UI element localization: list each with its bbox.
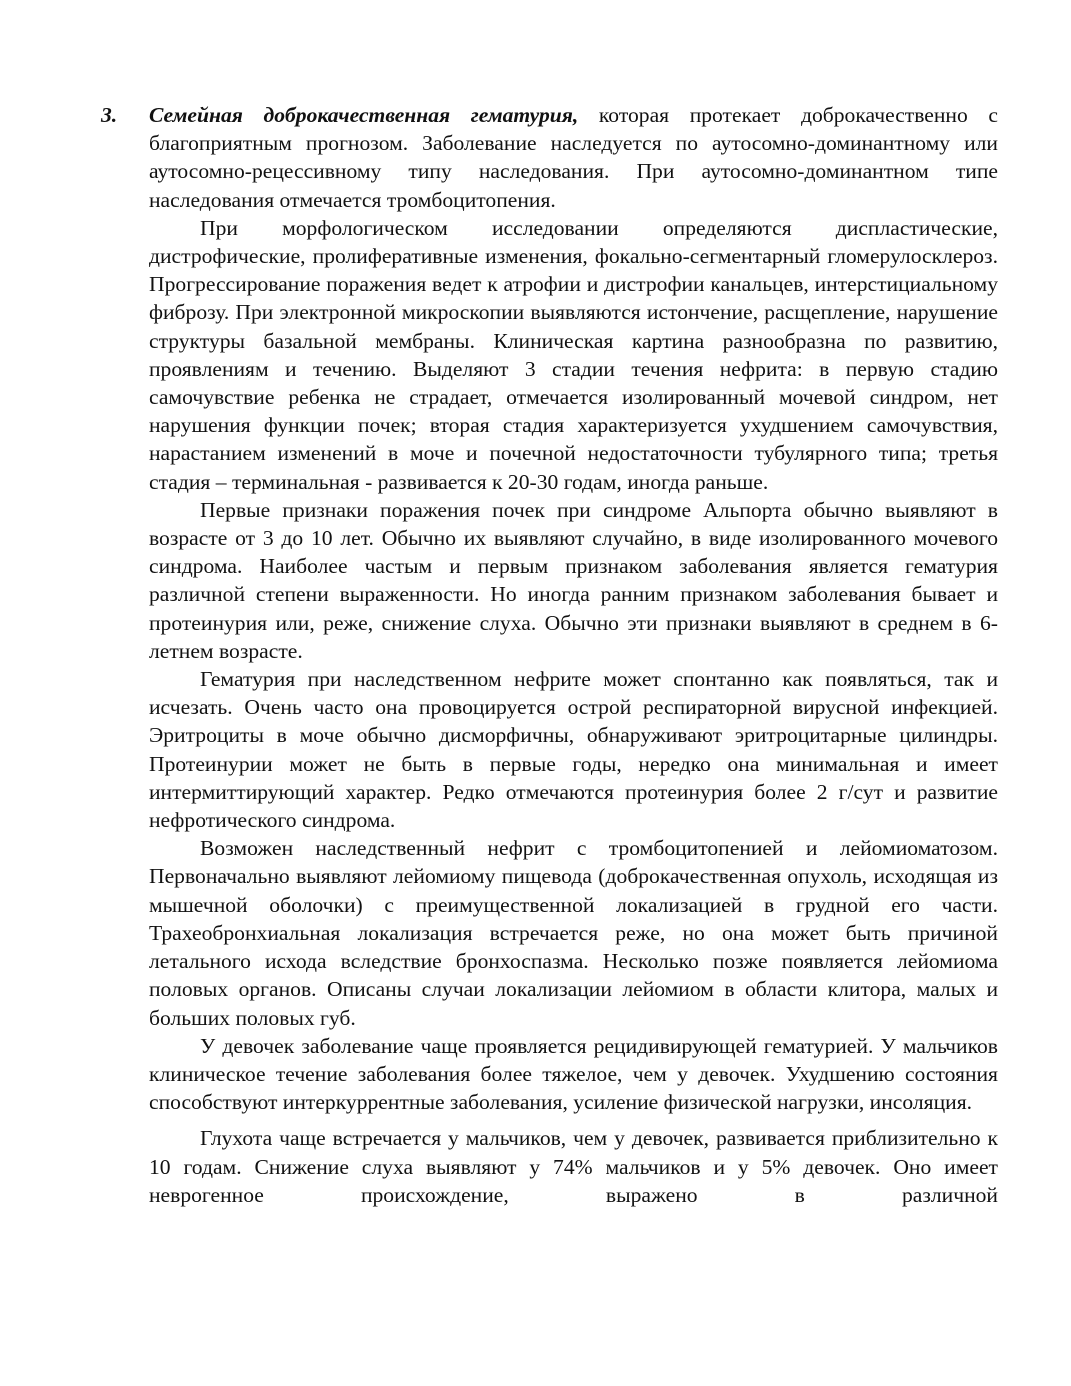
paragraph-hematuria: Гематурия при наследственном нефрите может спонтанно как появляться, так и исчезать. Очень часто она провоцируется острой респираторной вирусной инфекцией. Эритроциты в моче обычно дисморфичны, обнаруживают эритроцитарные цилиндры. Протеинурии может не быть в первые годы, нередко она минимальная и имеет интермиттирующий характер. Редко отмечаются протеинурия более 2 г/сут и развитие нефротического синдрома. (149, 667, 998, 833)
paragraph-morphology: При морфологическом исследовании определяются диспластические, дистрофические, пролиферативные изменения, фокально-сегментарный гломерулосклероз. Прогрессирование поражения ведет к атрофии и дистрофии канальцев, интерстициальному фиброзу. При электронной микроскопии выявляются истончение, расщепление, нарушение структуры базальной мембраны. Клиническая картина разнообразна по развитию, проявлениям и течению. Выделяют 3 стадии течения нефрита: в первую стадию самочувствие ребенка не страдает, отмечается изолированный мочевой синдром, нет нарушения функции почек; вторая стадия характеризуется ухудшением самочувствия, нарастанием изменений в моче и почечной недостаточности тубулярного типа; третья стадия – терминальная - развивается к 20-30 годам, иногда раньше. (149, 215, 998, 494)
list-item-3 (101, 101, 998, 214)
list-item-number: 3. (101, 103, 118, 127)
paragraph-first-signs: Первые признаки поражения почек при синдроме Альпорта обычно выявляют в возрасте от 3 до 10 лет. Обычно их выявляют случайно, в виде изолированного мочевого синдрома. Наиболее частым и первым признаком заболевания является гематурия различной степени выраженности. Но иногда ранним признаком заболевания бывает и протеинурия или, реже, снижение слуха. Обычно эти признаки выявляют в среднем в 6-летнем возрасте. (149, 497, 998, 663)
paragraph-leiomyomatosis: Возможен наследственный нефрит с тромбоцитопенией и лейомиоматозом. Первоначально выявляют лейомиому пищевода (доброкачественная опухоль, исходящая из мышечной оболочки) с преимущественной локализацией в грудной его части. Трахеобронхиальная локализация встречается реже, но она может быть причиной летального исхода вследствие бронхоспазма. Несколько позже появляется лейомиома половых органов. Описаны случаи локализации лейомиом в области клитора, малых и больших половых губ. (149, 836, 998, 1030)
paragraph-deafness: Глухота чаще встречается у мальчиков, чем у девочек, развивается приблизительно к 10 годам. Снижение слуха выявляют у 74% мальчиков и у 5% девочек. Оно имеет неврогенное происхождение, выражено в различной (149, 1126, 998, 1207)
list-item-text: которая протекает доброкачественно с благоприятным прогнозом. Заболевание наследуется по аутосомно-доминантному или аутосомно-рецессивному типу наследования. При аутосомно-доминантном типе наследования отмечается тромбоцитопения. (149, 103, 998, 212)
document-page (101, 101, 998, 1209)
paragraph-girls-boys: У девочек заболевание чаще проявляется рецидивирующей гематурией. У мальчиков клиническое течение заболевания более тяжелое, чем у девочек. Ухудшению состояния способствуют интеркуррентные заболевания, усиление физической нагрузки, инсоляция. (149, 1033, 998, 1115)
list-item-title: Семейная доброкачественная гематурия, (149, 103, 579, 127)
